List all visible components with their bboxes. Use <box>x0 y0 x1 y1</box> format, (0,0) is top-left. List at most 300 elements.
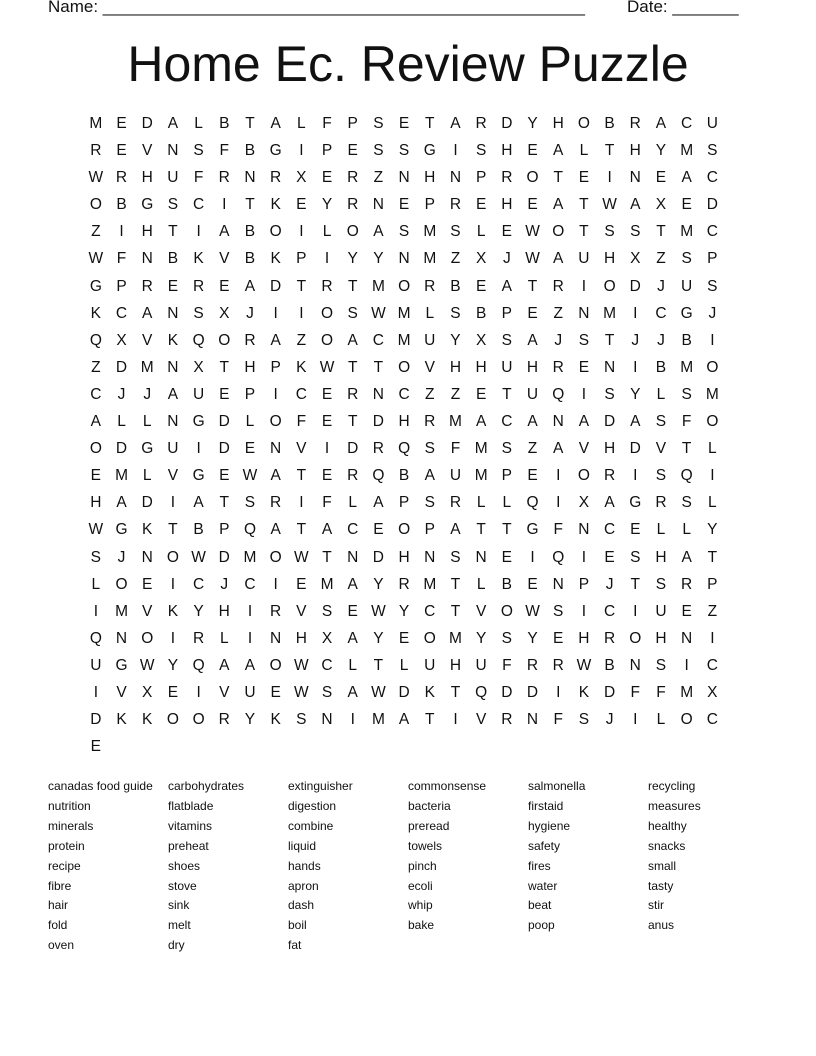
grid-letter: I <box>633 602 638 620</box>
grid-letter: P <box>578 575 590 593</box>
grid-letter: O <box>115 575 128 593</box>
grid-letter: I <box>633 304 638 322</box>
grid-letter: S <box>655 656 667 674</box>
word-list-item: oven <box>48 938 75 953</box>
grid-letter: E <box>501 548 513 566</box>
grid-letter: D <box>115 440 128 458</box>
grid-letter: A <box>244 656 256 674</box>
grid-letter: M <box>115 602 128 620</box>
word-list-column <box>528 777 646 936</box>
grid-letter: P <box>219 521 230 539</box>
grid-letter: F <box>296 413 307 431</box>
grid-letter: T <box>502 385 512 403</box>
grid-letter: P <box>244 385 256 403</box>
grid-letter: K <box>193 250 204 268</box>
grid-letter: L <box>476 575 486 593</box>
grid-letter: S <box>681 250 692 268</box>
grid-letter: K <box>270 196 281 214</box>
word-list-item: hair <box>48 898 69 913</box>
grid-letter: H <box>655 548 667 566</box>
grid-letter: D <box>603 683 616 701</box>
grid-letter: U <box>167 440 179 458</box>
word-list-item: water <box>528 878 558 893</box>
grid-letter: W <box>371 304 386 322</box>
grid-letter: I <box>581 277 587 295</box>
grid-letter: C <box>321 656 333 674</box>
grid-letter: N <box>372 385 384 403</box>
grid-letter: Z <box>707 602 718 620</box>
grid-letter: Z <box>656 250 666 268</box>
grid-letter: M <box>423 575 437 593</box>
grid-letter: T <box>168 521 178 539</box>
grid-letter: O <box>192 711 205 729</box>
grid-letter: V <box>296 440 307 458</box>
word-list-item: fibre <box>48 878 72 893</box>
grid-letter: A <box>116 494 127 512</box>
grid-letter: V <box>116 683 127 701</box>
grid-letter: H <box>424 169 436 187</box>
grid-letter: U <box>424 656 436 674</box>
word-list-item: hygiene <box>528 818 571 833</box>
word-list-item: small <box>648 858 677 873</box>
grid-letter: M <box>705 385 719 403</box>
grid-letter: K <box>578 683 590 701</box>
grid-letter: X <box>475 250 487 268</box>
grid-letter: R <box>424 413 436 431</box>
grid-letter: E <box>167 683 179 701</box>
grid-letter: Y <box>244 711 256 729</box>
grid-letter: Z <box>296 331 307 349</box>
grid-letter: T <box>373 656 384 674</box>
grid-letter: K <box>167 602 179 620</box>
grid-letter: D <box>218 413 230 431</box>
grid-letter: A <box>142 304 153 322</box>
grid-letter: I <box>170 494 176 512</box>
grid-letter: O <box>89 440 102 458</box>
word-list-column <box>168 777 286 956</box>
grid-letter: M <box>449 413 462 431</box>
date-field-label: Date: _______ <box>627 0 739 16</box>
grid-letter: D <box>526 683 539 701</box>
grid-letter: E <box>398 196 410 214</box>
grid-letter: L <box>682 521 691 539</box>
grid-letter: K <box>424 683 435 701</box>
word-list-item: fold <box>48 918 68 933</box>
grid-letter: T <box>296 521 307 539</box>
grid-letter: A <box>501 277 513 295</box>
word-list-item: commonsense <box>408 779 487 793</box>
grid-letter: U <box>192 385 205 403</box>
grid-letter: B <box>219 115 230 132</box>
grid-letter: Q <box>372 467 385 485</box>
grid-letter: U <box>244 683 256 701</box>
grid-letter: A <box>90 413 102 431</box>
grid-letter: F <box>502 656 512 674</box>
grid-letter: R <box>270 169 282 187</box>
grid-letter: E <box>296 196 307 214</box>
grid-letter: I <box>170 575 176 593</box>
grid-letter: Z <box>553 304 563 322</box>
grid-letter: F <box>553 711 563 729</box>
grid-letter: A <box>553 196 564 214</box>
grid-letter: Y <box>347 250 358 268</box>
grid-letter: S <box>450 548 461 566</box>
grid-letter: A <box>219 223 230 241</box>
grid-letter: T <box>707 548 718 566</box>
grid-letter: F <box>193 169 204 187</box>
grid-letter: E <box>604 548 615 566</box>
grid-letter: R <box>603 629 616 647</box>
word-list-item: pinch <box>408 858 437 873</box>
grid-letter: P <box>707 250 718 268</box>
grid-letter: R <box>629 115 641 132</box>
word-list-item: measures <box>648 798 701 813</box>
grid-letter: G <box>141 196 154 214</box>
word-list-item: healthy <box>648 818 687 833</box>
grid-letter: W <box>525 250 540 268</box>
grid-letter: Y <box>630 385 641 403</box>
grid-letter: O <box>577 115 590 132</box>
grid-letter: I <box>453 142 458 160</box>
grid-letter: S <box>655 413 667 431</box>
grid-letter: V <box>578 440 590 458</box>
grid-letter: W <box>371 683 386 701</box>
grid-letter: L <box>219 629 229 647</box>
grid-letter: H <box>603 440 616 458</box>
grid-letter: L <box>708 440 717 458</box>
grid-letter: S <box>630 223 641 241</box>
grid-letter: U <box>449 467 462 485</box>
header <box>48 0 748 17</box>
grid-letter: I <box>710 629 715 647</box>
grid-letter: H <box>629 142 641 160</box>
word-list-item: fires <box>528 858 551 873</box>
grid-letter: N <box>603 358 616 376</box>
grid-letter: M <box>320 575 334 593</box>
grid-letter: N <box>398 250 410 268</box>
grid-letter: W <box>319 358 335 376</box>
grid-letter: F <box>322 494 332 512</box>
grid-letter: I <box>247 602 253 620</box>
grid-letter: O <box>218 331 231 349</box>
grid-letter: X <box>321 629 333 647</box>
grid-letter: E <box>475 196 487 214</box>
grid-letter: C <box>706 656 718 674</box>
word-list-item: boil <box>288 918 307 933</box>
grid-letter: R <box>372 440 384 458</box>
word-list-item: whip <box>408 898 433 913</box>
grid-letter: G <box>141 440 154 458</box>
grid-letter: G <box>192 413 205 431</box>
grid-letter: G <box>423 142 436 160</box>
grid-letter: A <box>450 521 461 539</box>
grid-letter: O <box>166 711 179 729</box>
grid-letter: K <box>90 304 102 322</box>
grid-letter: I <box>350 711 355 729</box>
grid-letter: A <box>398 711 410 729</box>
grid-letter: A <box>373 223 384 241</box>
grid-letter: O <box>166 548 179 566</box>
grid-letter: Y <box>373 629 384 647</box>
grid-letter: N <box>681 629 693 647</box>
grid-letter: L <box>348 656 358 674</box>
grid-letter: T <box>347 358 358 376</box>
grid-letter: I <box>453 711 458 729</box>
grid-letter: L <box>91 575 101 593</box>
word-list-column <box>408 777 526 936</box>
grid-letter: L <box>348 494 358 512</box>
grid-letter: H <box>603 250 616 268</box>
grid-letter: A <box>167 385 179 403</box>
grid-letter: R <box>681 575 693 593</box>
word-list-item: anus <box>648 918 675 933</box>
grid-letter: A <box>527 331 538 349</box>
grid-letter: M <box>397 331 411 349</box>
grid-letter: X <box>475 331 487 349</box>
grid-letter: I <box>556 494 561 512</box>
grid-letter: G <box>526 521 539 539</box>
grid-letter: N <box>526 711 539 729</box>
grid-letter: M <box>397 304 411 322</box>
grid-letter: E <box>501 223 513 241</box>
grid-letter: N <box>372 196 384 214</box>
grid-letter: Z <box>425 385 435 403</box>
grid-letter: M <box>449 629 462 647</box>
grid-letter: M <box>243 548 257 566</box>
grid-letter: E <box>90 738 102 756</box>
grid-letter: R <box>552 277 564 295</box>
grid-letter: C <box>706 223 718 241</box>
grid-letter: V <box>475 602 487 620</box>
grid-letter: J <box>657 277 665 295</box>
grid-letter: C <box>603 602 616 620</box>
grid-letter: Y <box>373 250 384 268</box>
grid-letter: U <box>424 331 436 349</box>
word-list-item: stove <box>168 878 197 893</box>
grid-letter: X <box>193 358 204 376</box>
grid-letter: A <box>553 250 564 268</box>
grid-letter: H <box>398 548 410 566</box>
grid-letter: C <box>681 115 693 132</box>
grid-letter: Y <box>321 196 333 214</box>
grid-letter: A <box>681 548 692 566</box>
grid-letter: A <box>219 656 230 674</box>
grid-letter: F <box>656 683 666 701</box>
grid-letter: Y <box>373 575 384 593</box>
grid-letter: O <box>500 602 513 620</box>
word-list-item: dry <box>168 938 185 953</box>
grid-letter: N <box>552 413 564 431</box>
grid-letter: H <box>501 142 513 160</box>
grid-letter: G <box>269 142 282 160</box>
grid-letter: B <box>167 250 179 268</box>
grid-letter: E <box>321 385 333 403</box>
grid-letter: G <box>629 494 642 512</box>
grid-letter: T <box>579 196 589 214</box>
grid-letter: S <box>501 331 513 349</box>
grid-letter: S <box>630 548 641 566</box>
grid-letter: G <box>89 277 102 295</box>
word-list-item: apron <box>288 878 319 893</box>
grid-letter: I <box>299 304 304 322</box>
grid-letter: Y <box>655 142 667 160</box>
grid-letter: E <box>347 142 358 160</box>
grid-letter: O <box>269 656 282 674</box>
grid-letter: Y <box>450 331 461 349</box>
grid-letter: S <box>193 304 204 322</box>
grid-letter: L <box>579 142 589 160</box>
name-field-label: Name: ___________________________________________________ <box>48 0 585 16</box>
grid-letter: P <box>347 115 358 132</box>
grid-letter: H <box>218 602 230 620</box>
grid-letter: R <box>552 656 564 674</box>
grid-letter: S <box>373 115 384 132</box>
grid-letter: N <box>141 548 153 566</box>
grid-letter: U <box>90 656 102 674</box>
grid-letter: N <box>552 575 564 593</box>
grid-letter: Z <box>91 223 101 241</box>
grid-letter: P <box>424 196 435 214</box>
grid-letter: I <box>633 467 638 485</box>
grid-letter: V <box>219 250 230 268</box>
grid-letter: O <box>89 196 102 214</box>
grid-letter: J <box>708 304 717 322</box>
grid-letter: L <box>476 223 486 241</box>
grid-letter: V <box>296 602 307 620</box>
grid-letter: J <box>554 331 563 349</box>
grid-letter: I <box>581 385 587 403</box>
grid-letter: N <box>629 656 641 674</box>
grid-letter: D <box>115 358 128 376</box>
grid-letter: S <box>424 440 435 458</box>
grid-letter: I <box>299 494 304 512</box>
grid-letter: N <box>398 169 410 187</box>
grid-letter: V <box>142 602 153 620</box>
grid-letter: E <box>527 142 538 160</box>
grid-letter: E <box>630 521 641 539</box>
grid-letter: F <box>553 521 563 539</box>
grid-letter: R <box>501 169 513 187</box>
word-list-column <box>648 777 766 936</box>
grid-letter: O <box>346 223 359 241</box>
grid-letter: H <box>244 358 256 376</box>
grid-letter: E <box>321 413 333 431</box>
word-list-item: bacteria <box>408 798 451 813</box>
grid-letter: R <box>398 575 410 593</box>
grid-letter: Y <box>193 602 204 620</box>
grid-letter: N <box>244 169 256 187</box>
grid-letter: E <box>398 629 410 647</box>
grid-letter: K <box>142 521 153 539</box>
grid-letter: L <box>142 467 152 485</box>
word-list-item: recycling <box>648 779 696 793</box>
grid-letter: T <box>527 277 538 295</box>
grid-letter: M <box>680 223 694 241</box>
grid-letter: G <box>115 656 128 674</box>
word-list-item: combine <box>288 818 334 833</box>
grid-letter: P <box>398 494 410 512</box>
grid-letter: T <box>604 331 615 349</box>
grid-letter: Q <box>398 440 411 458</box>
grid-letter: E <box>167 277 179 295</box>
grid-letter: Y <box>475 629 487 647</box>
grid-letter: D <box>372 548 384 566</box>
grid-letter: D <box>218 548 230 566</box>
grid-letter: Y <box>167 656 179 674</box>
grid-letter: V <box>142 331 153 349</box>
grid-letter: R <box>270 602 282 620</box>
grid-letter: D <box>218 440 230 458</box>
word-list-item: safety <box>528 838 561 853</box>
word-list-item: liquid <box>288 838 317 853</box>
grid-letter: H <box>501 196 513 214</box>
grid-letter: S <box>347 304 358 322</box>
grid-letter: R <box>347 169 359 187</box>
grid-letter: T <box>450 575 461 593</box>
grid-letter: P <box>321 142 333 160</box>
grid-letter: N <box>629 169 641 187</box>
grid-letter: F <box>450 440 461 458</box>
word-list-item: extinguisher <box>288 779 353 793</box>
grid-letter: B <box>244 223 256 241</box>
grid-letter: D <box>90 711 102 729</box>
grid-letter: P <box>501 467 513 485</box>
grid-letter: A <box>347 683 358 701</box>
grid-letter: M <box>474 467 488 485</box>
grid-letter: V <box>424 358 435 376</box>
grid-letter: R <box>218 711 230 729</box>
grid-letter: O <box>552 223 565 241</box>
grid-letter: U <box>167 169 179 187</box>
word-list-item: hands <box>288 858 321 873</box>
grid-letter: S <box>296 711 307 729</box>
grid-letter: A <box>347 629 358 647</box>
grid-letter: A <box>347 575 358 593</box>
page-title: Home Ec. Review Puzzle <box>127 36 689 92</box>
word-list-item: carbohydrates <box>168 779 245 793</box>
grid-letter: M <box>680 358 694 376</box>
grid-letter: L <box>194 115 203 132</box>
grid-letter: D <box>141 494 153 512</box>
grid-letter: I <box>93 602 98 620</box>
grid-letter: I <box>530 548 535 566</box>
grid-letter: D <box>629 277 641 295</box>
grid-letter: L <box>708 494 717 512</box>
grid-letter: A <box>167 115 179 132</box>
grid-letter: A <box>630 196 641 214</box>
grid-letter: W <box>191 548 206 566</box>
grid-letter: Z <box>450 250 461 268</box>
word-list-item: tasty <box>648 878 674 893</box>
grid-letter: E <box>681 602 692 620</box>
grid-letter: P <box>116 277 127 295</box>
grid-letter: E <box>321 169 333 187</box>
grid-letter: L <box>297 115 306 132</box>
grid-letter: B <box>501 575 513 593</box>
grid-letter: J <box>220 575 229 593</box>
grid-letter: B <box>116 196 127 214</box>
grid-letter: R <box>270 494 282 512</box>
grid-letter: C <box>295 385 307 403</box>
grid-letter: I <box>324 250 330 268</box>
word-list-item: protein <box>48 838 85 853</box>
grid-letter: I <box>684 656 689 674</box>
grid-letter: I <box>196 440 201 458</box>
grid-letter: E <box>116 142 127 160</box>
grid-letter: S <box>604 223 615 241</box>
grid-letter: T <box>296 277 307 295</box>
grid-letter: M <box>89 115 103 132</box>
